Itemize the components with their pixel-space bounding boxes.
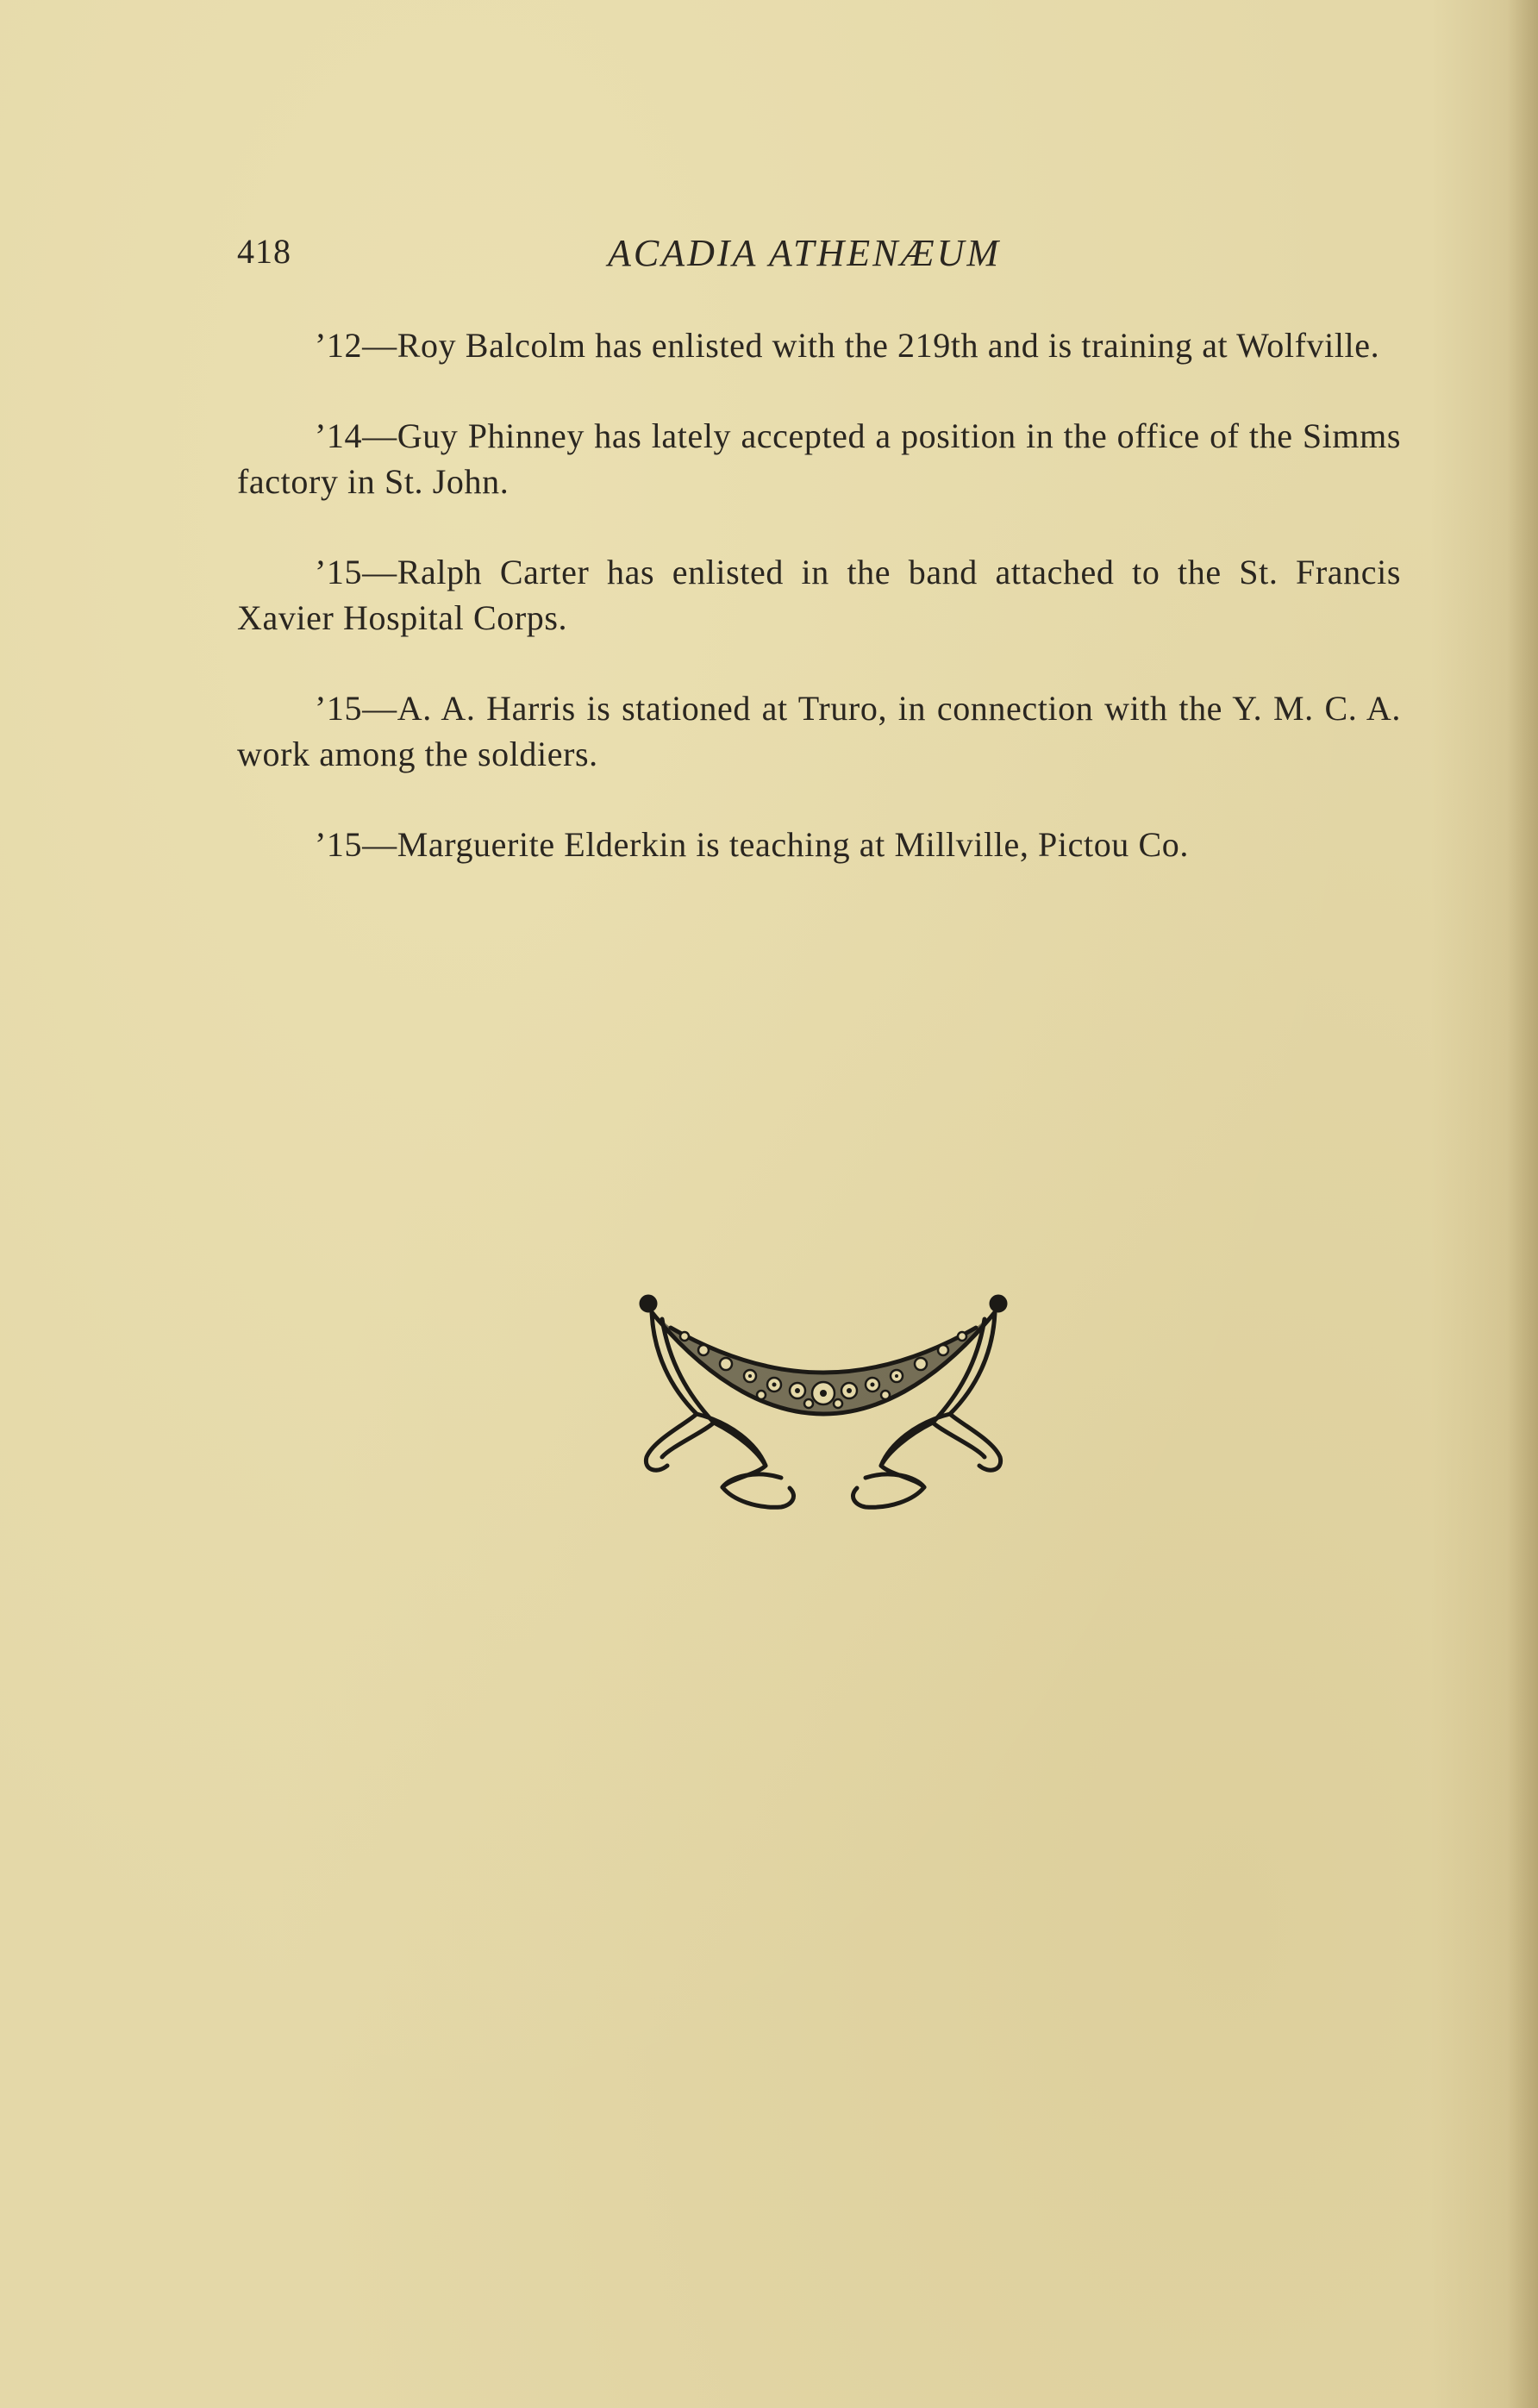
garland-ribbon-ornament-icon (636, 1293, 1010, 1526)
alumni-note: ’15—Marguerite Elderkin is teaching at Millville, Pictou Co. (315, 825, 1189, 864)
running-head (237, 231, 1401, 283)
journal-title: ACADIA ATHENÆUM (608, 232, 1002, 274)
alumni-note: ’15—A. A. Harris is stationed at Truro, in connection with the Y. M. C. A. work among the soldiers. (237, 689, 1401, 773)
alumni-note: ’12—Roy Balcolm has enlisted with the 219th and is training at Wolfville. (315, 326, 1380, 365)
page-number: 418 (237, 232, 291, 271)
page-edge-shadow (1507, 0, 1538, 2408)
alumni-notes (237, 322, 1401, 912)
alumni-note: ’14—Guy Phinney has lately accepted a position in the office of the Simms factory in St. John. (237, 416, 1401, 501)
alumni-note: ’15—Ralph Carter has enlisted in the band attached to the St. Francis Xavier Hospital Corps. (237, 553, 1401, 637)
